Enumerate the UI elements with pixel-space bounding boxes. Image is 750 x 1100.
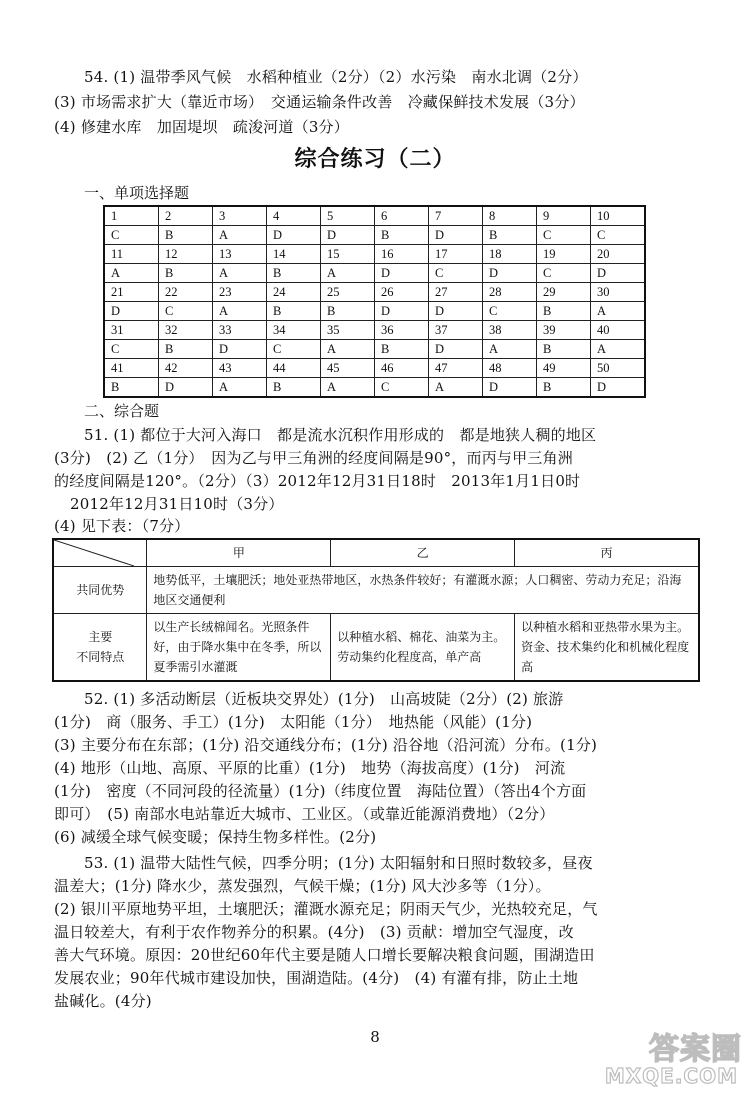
answer-cell: C — [159, 302, 213, 321]
q52-line-7: (6) 减缓全球气候变暖；保持生物多样性。(2分) — [54, 828, 377, 846]
header-yi: 乙 — [331, 539, 515, 567]
q51-line-5: (4) 见下表：（7分） — [54, 517, 190, 535]
answer-cell: D — [483, 378, 537, 398]
common-advantage-label: 共同优势 — [53, 567, 147, 614]
question-number-cell: 20 — [591, 245, 646, 264]
question-number-cell: 21 — [104, 283, 159, 302]
answer-cell: B — [159, 340, 213, 359]
answer-cell: D — [429, 340, 483, 359]
watermark-logo — [604, 1024, 742, 1094]
answer-cell: A — [213, 264, 267, 283]
question-number-cell: 32 — [159, 321, 213, 340]
diagonal-header-cell — [53, 539, 147, 567]
answer-number-row — [104, 245, 645, 264]
section-heading-comprehensive: 二、综合题 — [84, 402, 160, 420]
q51-line-1: 51. (1) 都位于大河入海口 都是流水沉积作用形成的 都是地狭人稠的地区 — [84, 426, 597, 444]
different-features-label-2: 不同特点 — [76, 650, 125, 664]
answer-cell: D — [429, 302, 483, 321]
answer-cell: C — [429, 264, 483, 283]
question-number-cell: 43 — [213, 359, 267, 378]
answer-cell: D — [267, 226, 321, 245]
watermark-line-1: 答案圈 — [649, 1032, 742, 1067]
question-number-cell: 19 — [537, 245, 591, 264]
answer-cell: A — [213, 226, 267, 245]
header-jia: 甲 — [147, 539, 331, 567]
question-number-cell: 4 — [267, 206, 321, 226]
q53-line-5: 善大气环境。原因：20世纪60年代主要是随人口增长要解决粮食问题，围湖造田 — [54, 946, 595, 964]
question-number-cell: 15 — [321, 245, 375, 264]
answer-cell: B — [537, 378, 591, 398]
answer-cell: D — [591, 264, 646, 283]
answer-cell: D — [483, 264, 537, 283]
question-number-cell: 23 — [213, 283, 267, 302]
answer-cell: D — [375, 302, 429, 321]
q52-line-1: 52. (1) 多活动断层（近板块交界处）(1分) 山高坡陡（2分）(2) 旅游 — [84, 690, 564, 708]
question-number-cell: 37 — [429, 321, 483, 340]
question-number-cell: 46 — [375, 359, 429, 378]
question-number-cell: 10 — [591, 206, 646, 226]
question-number-cell: 36 — [375, 321, 429, 340]
question-number-cell: 41 — [104, 359, 159, 378]
answer-cell: C — [537, 226, 591, 245]
q51-line-3: 的经度间隔是120°。（2分）（3）2012年12月31日18时 2013年1月1日0时 — [54, 472, 581, 490]
question-number-cell: 8 — [483, 206, 537, 226]
comparison-header-row — [53, 539, 699, 567]
answer-cell: B — [375, 340, 429, 359]
answer-cell: B — [267, 302, 321, 321]
question-number-cell: 47 — [429, 359, 483, 378]
q53-line-6: 发展农业；90年代城市建设加快，围湖造陆。(4分) (4) 有灌有排，防止土地 — [54, 969, 579, 987]
question-number-cell: 11 — [104, 245, 159, 264]
answer-cell: D — [104, 302, 159, 321]
answer-cell: D — [375, 264, 429, 283]
question-number-cell: 6 — [375, 206, 429, 226]
q51-line-2: (3分) (2) 乙（1分） 因为乙与甲三角洲的经度间隔是90°，而丙与甲三角洲 — [54, 449, 573, 467]
answer-letter-row — [104, 264, 645, 283]
question-number-cell: 9 — [537, 206, 591, 226]
common-advantage-row — [53, 567, 699, 614]
q52-line-6: 即可） (5) 南部水电站靠近大城市、工业区。（或靠近能源消费地）（2分） — [54, 805, 555, 823]
answer-letter-row — [104, 302, 645, 321]
q54-line-3: (4) 修建水库 加固堤坝 疏浚河道（3分） — [54, 118, 349, 136]
answer-cell: D — [429, 226, 483, 245]
q53-line-7: 盐碱化。(4分) — [54, 992, 152, 1010]
q53-line-1: 53. (1) 温带大陆性气候，四季分明；(1分) 太阳辐射和日照时数较多，昼夜 — [84, 854, 593, 872]
answer-cell: D — [591, 378, 646, 398]
question-number-cell: 42 — [159, 359, 213, 378]
q53-line-2: 温差大；(1分) 降水少，蒸发强烈，气候干燥；(1分) 风大沙多等（1分）。 — [54, 877, 551, 895]
answer-number-row — [104, 359, 645, 378]
answer-cell: A — [104, 264, 159, 283]
feature-jia: 以生产长绒棉闻名。光照条件好，由于降水集中在冬季，所以夏季需引水灌溉 — [147, 614, 331, 682]
answer-cell: C — [267, 340, 321, 359]
question-number-cell: 27 — [429, 283, 483, 302]
q53-line-4: 温日较差大，有利于农作物养分的积累。(4分) (3) 贡献：增加空气湿度，改 — [54, 923, 574, 941]
question-number-cell: 13 — [213, 245, 267, 264]
question-number-cell: 49 — [537, 359, 591, 378]
question-number-cell: 1 — [104, 206, 159, 226]
answer-cell: B — [267, 378, 321, 398]
question-number-cell: 50 — [591, 359, 646, 378]
question-number-cell: 39 — [537, 321, 591, 340]
q51-line-4: 2012年12月31日10时（3分） — [70, 495, 284, 513]
watermark-line-2: MXQE.COM — [604, 1064, 738, 1088]
answer-number-row — [104, 206, 645, 226]
question-number-cell: 30 — [591, 283, 646, 302]
question-number-cell: 40 — [591, 321, 646, 340]
answer-cell: B — [321, 302, 375, 321]
question-number-cell: 2 — [159, 206, 213, 226]
answer-cell: A — [429, 378, 483, 398]
answer-cell: D — [213, 340, 267, 359]
page-number: 8 — [370, 1028, 380, 1046]
answer-cell: A — [213, 378, 267, 398]
q52-line-3: (3) 主要分布在东部；(1分) 沿交通线分布；(1分) 沿谷地（沿河流）分布。(1分) — [54, 736, 598, 754]
header-bing: 丙 — [515, 539, 699, 567]
question-number-cell: 7 — [429, 206, 483, 226]
question-number-cell: 17 — [429, 245, 483, 264]
question-number-cell: 38 — [483, 321, 537, 340]
answer-cell: A — [591, 340, 646, 359]
feature-bing: 以种植水稻和亚热带水果为主。资金、技术集约化和机械化程度高 — [515, 614, 699, 682]
feature-yi: 以种植水稻、棉花、油菜为主。劳动集约化程度高，单产高 — [331, 614, 515, 682]
question-number-cell: 44 — [267, 359, 321, 378]
question-number-cell: 45 — [321, 359, 375, 378]
different-features-label-1: 主要 — [88, 630, 113, 644]
answer-cell: C — [104, 340, 159, 359]
question-number-cell: 22 — [159, 283, 213, 302]
question-number-cell: 48 — [483, 359, 537, 378]
question-number-cell: 31 — [104, 321, 159, 340]
answer-cell: B — [159, 264, 213, 283]
question-number-cell: 34 — [267, 321, 321, 340]
answer-cell: B — [104, 378, 159, 398]
q52-line-4: (4) 地形（山地、高原、平原的比重）(1分) 地势（海拔高度）(1分) 河流 — [54, 759, 566, 777]
answer-number-row — [104, 321, 645, 340]
answer-cell: A — [321, 378, 375, 398]
answer-cell: B — [375, 226, 429, 245]
q52-line-2: (1分) 商（服务、手工）(1分) 太阳能（1分） 地热能（风能）(1分) — [54, 713, 533, 731]
answer-cell: A — [321, 264, 375, 283]
question-number-cell: 14 — [267, 245, 321, 264]
question-number-cell: 26 — [375, 283, 429, 302]
answer-cell: B — [537, 340, 591, 359]
answer-letter-row — [104, 226, 645, 245]
common-advantage-text: 地势低平，土壤肥沃；地处亚热带地区，水热条件较好；有灌溉水源；人口稠密、劳动力充足；沿海地区交通便利 — [147, 567, 699, 614]
answer-number-row — [104, 283, 645, 302]
comparison-table — [52, 538, 700, 682]
q52-line-5: (1分) 密度（不同河段的径流量）(1分)（纬度位置 海陆位置）（答出4个方面 — [54, 782, 587, 800]
answer-cell: A — [213, 302, 267, 321]
question-number-cell: 24 — [267, 283, 321, 302]
answer-cell: B — [159, 226, 213, 245]
answer-cell: C — [591, 226, 646, 245]
question-number-cell: 33 — [213, 321, 267, 340]
answer-cell: B — [267, 264, 321, 283]
answer-cell: B — [483, 226, 537, 245]
answer-cell: D — [321, 226, 375, 245]
q54-line-1: 54. (1) 温带季风气候 水稻种植业（2分）（2）水污染 南水北调（2分） — [84, 68, 588, 86]
question-number-cell: 28 — [483, 283, 537, 302]
answer-cell: B — [537, 302, 591, 321]
question-number-cell: 16 — [375, 245, 429, 264]
answer-cell: C — [483, 302, 537, 321]
different-features-row — [53, 614, 699, 682]
question-number-cell: 25 — [321, 283, 375, 302]
question-number-cell: 35 — [321, 321, 375, 340]
answer-cell: C — [375, 378, 429, 398]
answer-cell: A — [591, 302, 646, 321]
answer-cell: C — [104, 226, 159, 245]
answer-cell: C — [537, 264, 591, 283]
answer-cell: A — [321, 340, 375, 359]
different-features-label — [53, 614, 147, 682]
question-number-cell: 3 — [213, 206, 267, 226]
answer-cell: A — [483, 340, 537, 359]
question-number-cell: 12 — [159, 245, 213, 264]
answer-table — [103, 205, 646, 398]
answer-letter-row — [104, 340, 645, 359]
q54-line-2: (3) 市场需求扩大（靠近市场） 交通运输条件改善 冷藏保鲜技术发展（3分） — [54, 93, 585, 111]
answer-cell: D — [159, 378, 213, 398]
question-number-cell: 29 — [537, 283, 591, 302]
question-number-cell: 5 — [321, 206, 375, 226]
answer-letter-row — [104, 378, 645, 398]
question-number-cell: 18 — [483, 245, 537, 264]
section-heading-choice: 一、单项选择题 — [84, 184, 190, 202]
q53-line-3: (2) 银川平原地势平坦，土壤肥沃；灌溉水源充足；阴雨天气少，光热较充足，气 — [54, 900, 598, 918]
section-title: 综合练习（二） — [294, 147, 456, 172]
